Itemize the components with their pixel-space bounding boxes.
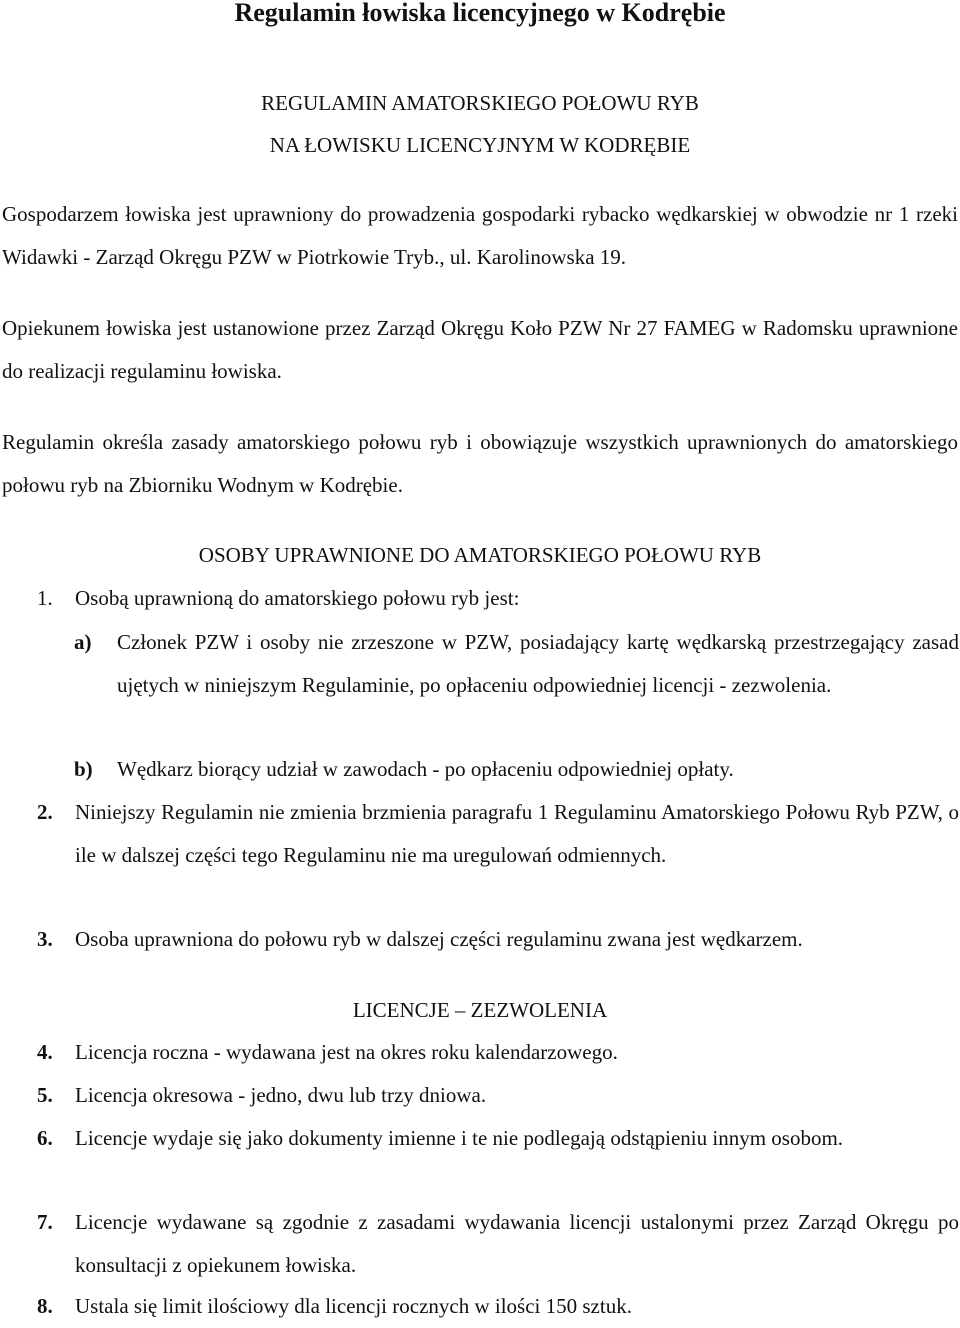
list-item-number: 3. — [37, 927, 53, 951]
list-item-text: Osobą uprawnioną do amatorskiego połowu ryb jest: — [75, 586, 520, 610]
sub-item-a — [74, 621, 959, 707]
intro-paragraph-guardian: Opiekunem łowiska jest ustanowione przez Zarząd Okręgu Koło PZW Nr 27 FAMEG w Radomsku uprawnione do realizacji regulaminu łowiska. — [2, 316, 958, 383]
regulation-heading-line2: NA ŁOWISKU LICENCYJNYM W KODRĘBIE — [269, 133, 691, 157]
sub-item-letter: b) — [74, 757, 93, 781]
intro-paragraph-owner: Gospodarzem łowiska jest uprawniony do prowadzenia gospodarki rybacko wędkarskiej w obwodzie nr 1 rzeki Widawki - Zarząd Okręgu PZW w Piotrkowie Tryb., ul. Karolinowska 19. — [2, 202, 958, 269]
intro-paragraph-scope: Regulamin określa zasady amatorskiego połowu ryb i obowiązuje wszystkich uprawnionych do amatorskiego połowu ryb na Zbiorniku Wodnym w Kodrębie. — [2, 430, 958, 497]
list-item-number: 7. — [37, 1210, 53, 1234]
list-item-text: Osoba uprawniona do połowu ryb w dalszej części regulaminu zwana jest wędkarzem. — [75, 927, 803, 951]
sub-item-b — [74, 748, 959, 791]
list-item-2 — [37, 791, 959, 877]
list-item-number: 8. — [37, 1294, 53, 1318]
list-item-text: Niniejszy Regulamin nie zmienia brzmienia paragrafu 1 Regulaminu Amatorskiego Połowu Ryb PZW, o ile w dalszej części tego Regulaminu nie ma uregulowań odmiennych. — [75, 800, 959, 867]
list-item-number: 6. — [37, 1126, 53, 1150]
document-title: Regulamin łowiska licencyjnego w Kodrębie — [234, 0, 726, 27]
section-heading-authorized-persons: OSOBY UPRAWNIONE DO AMATORSKIEGO POŁOWU RYB — [198, 543, 762, 567]
list-item-text: Licencje wydawane są zgodnie z zasadami wydawania licencji ustalonymi przez Zarząd Okręgu po konsultacji z opiekunem łowiska. — [75, 1210, 959, 1277]
list-item-text: Licencja roczna - wydawana jest na okres roku kalendarzowego. — [75, 1040, 618, 1064]
list-item-text: Licencja okresowa - jedno, dwu lub trzy dniowa. — [75, 1083, 487, 1107]
list-item-number: 5. — [37, 1083, 53, 1107]
list-item-text: Ustala się limit ilościowy dla licencji rocznych w ilości 150 sztuk. — [75, 1294, 632, 1318]
list-item-8 — [37, 1285, 959, 1328]
list-item-number: 2. — [37, 800, 53, 824]
sub-item-text: Członek PZW i osoby nie zrzeszone w PZW, posiadający kartę wędkarską przestrzegający zasad ujętych w niniejszym Regulaminie, po opłaceniu odpowiedniej licencji - zezwolenia. — [117, 630, 959, 697]
list-item-4 — [37, 1031, 959, 1074]
list-item-number: 1. — [37, 586, 53, 610]
section-heading-licenses: LICENCJE – ZEZWOLENIA — [352, 998, 608, 1022]
regulation-heading-line1: REGULAMIN AMATORSKIEGO POŁOWU RYB — [261, 91, 699, 115]
sub-item-letter: a) — [74, 630, 92, 654]
list-item-7 — [37, 1201, 959, 1287]
sub-item-text: Wędkarz biorący udział w zawodach - po opłaceniu odpowiedniej opłaty. — [117, 757, 734, 781]
list-item-1 — [37, 577, 959, 620]
list-item-6 — [37, 1117, 959, 1160]
list-item-text: Licencje wydaje się jako dokumenty imienne i te nie podlegają odstąpieniu innym osobom. — [75, 1126, 844, 1150]
list-item-3 — [37, 918, 959, 961]
list-item-number: 4. — [37, 1040, 53, 1064]
list-item-5 — [37, 1074, 959, 1117]
